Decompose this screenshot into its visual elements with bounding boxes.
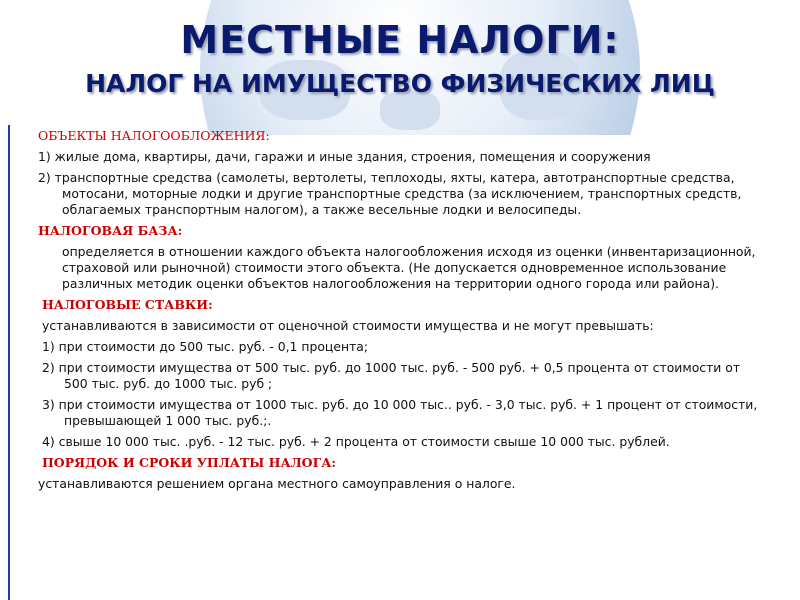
payment-heading: ПОРЯДОК И СРОКИ УПЛАТЫ НАЛОГА:	[42, 455, 336, 470]
objects-item: 2) транспортные средства (самолеты, вертолеты, теплоходы, яхты, катера, автотранспортные средства, мотосани, моторные лодки и другие транспортные средства (за исключением, транспортных средств, облагаемых транспортным налогом), а также весельные лодки и велосипеды.	[38, 170, 742, 217]
objects-item: 1) жилые дома, квартиры, дачи, гаражи и иные здания, строения, помещения и сооружения	[38, 149, 651, 164]
rates-heading: НАЛОГОВЫЕ СТАВКИ:	[42, 297, 213, 312]
header	[0, 0, 800, 135]
base-heading: НАЛОГОВАЯ БАЗА:	[38, 223, 183, 238]
rates-item: 2) при стоимости имущества от 500 тыс. руб. до 1000 тыс. руб. - 500 руб. + 0,5 процента от стоимости от 500 тыс. руб. до 1000 тыс. руб ;	[42, 360, 741, 391]
payment-text: устанавливаются решением органа местного самоуправления о налоге.	[38, 476, 516, 491]
left-divider	[8, 125, 10, 600]
slide-subtitle: НАЛОГ НА ИМУЩЕСТВО ФИЗИЧЕСКИХ ЛИЦ	[85, 69, 715, 98]
rates-item: 4) свыше 10 000 тыс. .руб. - 12 тыс. руб. + 2 процента от стоимости свыше 10 000 тыс. рублей.	[42, 434, 670, 449]
slide-body	[38, 128, 758, 497]
slide-title: МЕСТНЫЕ НАЛОГИ:	[180, 18, 620, 62]
rates-item: 3) при стоимости имущества от 1000 тыс. руб. до 10 000 тыс.. руб. - 3,0 тыс. руб. + 1 процент от стоимости, превышающей 1 000 тыс. руб.;.	[42, 397, 758, 428]
rates-item: 1) при стоимости до 500 тыс. руб. - 0,1 процента;	[42, 339, 369, 354]
rates-intro: устанавливаются в зависимости от оценочной стоимости имущества и не могут превышать:	[42, 318, 654, 333]
objects-heading: ОБЪЕКТЫ НАЛОГООБЛОЖЕНИЯ:	[38, 128, 270, 143]
base-text: определяется в отношении каждого объекта налогообложения исходя из оценки (инвентаризационной, страховой или рыночной) стоимости этого объекта. (Не допускается одновременное использование различных методик оценки объектов налогообложения на территории одного города или района).	[62, 244, 756, 291]
